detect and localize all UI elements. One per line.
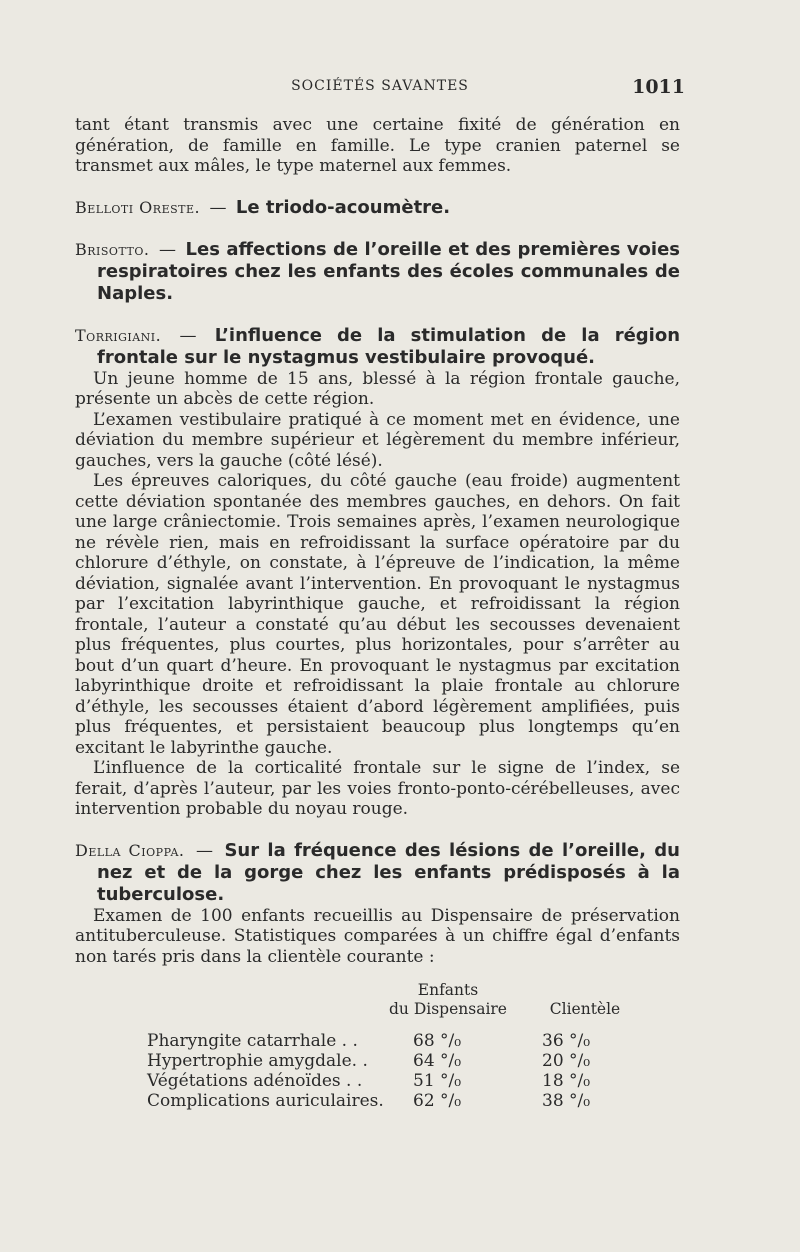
statistics-table bbox=[75, 981, 680, 1111]
entry-dash: — bbox=[209, 197, 227, 218]
row-label: Pharyngite catarrhale . . bbox=[147, 1031, 358, 1051]
body-paragraph: Un jeune homme de 15 ans, blessé à la région frontale gauche, présente un abcès de cette région. bbox=[75, 368, 680, 409]
entry-dash: — bbox=[179, 325, 197, 346]
page-header bbox=[75, 76, 685, 102]
row-label: Hypertrophie amygdale. . bbox=[147, 1051, 368, 1071]
row-label: Végétations adénoïdes . . bbox=[147, 1071, 363, 1091]
entry-torrigiani bbox=[75, 325, 680, 820]
entry-author: Brisotto. bbox=[75, 239, 150, 259]
column-header-clientele: Clientèle bbox=[549, 1000, 621, 1018]
row-label: Complications auriculaires. bbox=[147, 1091, 384, 1111]
entry-title: Le triodo-acoumètre. bbox=[235, 196, 451, 218]
entry-author: Belloti Oreste. bbox=[75, 197, 201, 217]
entry-heading bbox=[75, 239, 680, 305]
entry-heading bbox=[75, 840, 680, 906]
entry-author: Torrigiani. bbox=[75, 325, 162, 345]
value-dispensaire: 64 °/₀ bbox=[413, 1051, 462, 1071]
running-head: SOCIÉTÉS SAVANTES bbox=[291, 78, 469, 94]
table-row bbox=[147, 1091, 667, 1111]
entry-belloti bbox=[75, 197, 680, 219]
table-row bbox=[147, 1071, 667, 1091]
value-clientele: 20 °/₀ bbox=[542, 1051, 591, 1071]
value-dispensaire: 51 °/₀ bbox=[413, 1071, 462, 1091]
column-header-dispensaire bbox=[383, 981, 513, 1019]
body-paragraph: Les épreuves caloriques, du côté gauche (eau froide) augmentent cette déviation spontanée des membres gauches, en dehors. On fait une large crâniectomie. Trois semaines après, l’examen neurologique ne révèle rien, mais en refroidissant la surface opératoire par du chlorure d’éthyle, on constate, à l’épreuve de l’indication, la même déviation, signalée avant l’intervention. En provoquant le nystagmus par l’excitation labyrinthique gauche, et refroidissant la région frontale, l’auteur a constaté qu’au début les secousses devenaient plus fréquentes, plus courtes, plus horizontales, pour s’arrêter au bout d’un quart d’heure. En provoquant le nystagmus par excitation labyrinthique droite et refroidissant la plaie frontale au chlorure d’éthyle, les secousses étaient d’abord légèrement amplifiées, puis plus fréquentes, et persistaient beaucoup plus longtemps qu’en excitant le labyrinthe gauche. bbox=[75, 471, 680, 758]
value-dispensaire: 68 °/₀ bbox=[413, 1031, 462, 1051]
body-paragraph: L’influence de la corticalité frontale sur le signe de l’index, se ferait, d’après l’auteur, par les voies fronto-ponto-cérébelleuses, avec intervention probable du noyau rouge. bbox=[75, 758, 680, 819]
value-dispensaire: 62 °/₀ bbox=[413, 1091, 462, 1111]
page-body bbox=[75, 115, 680, 1111]
body-paragraph: L’examen vestibulaire pratiqué à ce moment met en évidence, une déviation du membre supérieur et légèrement du membre inférieur, gauches, vers la gauche (côté lésé). bbox=[75, 409, 680, 471]
value-clientele: 38 °/₀ bbox=[542, 1091, 591, 1111]
entry-dash: — bbox=[158, 239, 176, 260]
entry-brisotto bbox=[75, 239, 680, 305]
table-row bbox=[147, 1051, 667, 1071]
entry-heading bbox=[75, 325, 680, 369]
entry-author: Della Cioppa. bbox=[75, 840, 185, 860]
entry-dash: — bbox=[195, 840, 213, 861]
intro-paragraph: tant étant transmis avec une certaine fixité de génération en génération, de famille en famille. Le type cranien paternel se transmet aux mâles, le type maternel aux femmes. bbox=[75, 115, 680, 176]
entry-title: Sur la fréquence des lésions de l’oreille, du nez et de la gorge chez les enfants prédisposés à la tuberculose. bbox=[97, 839, 680, 905]
entry-heading bbox=[75, 197, 680, 219]
column-header-line: du Dispensaire bbox=[389, 1000, 507, 1018]
column-header-line: Enfants bbox=[417, 981, 479, 999]
table-row bbox=[147, 1031, 667, 1051]
entry-title: Les affections de l’oreille et des premières voies respiratoires chez les enfants des écoles communales de Naples. bbox=[97, 238, 681, 304]
entry-della-cioppa bbox=[75, 840, 680, 968]
body-paragraph: Examen de 100 enfants recueillis au Dispensaire de préservation antituberculeuse. Statistiques comparées à un chiffre égal d’enfants non tarés pris dans la clientèle courante : bbox=[75, 905, 680, 967]
value-clientele: 36 °/₀ bbox=[542, 1031, 591, 1051]
entry-title: L’influence de la stimulation de la région frontale sur le nystagmus vestibulaire provoqué. bbox=[97, 324, 681, 368]
page-number: 1011 bbox=[632, 76, 685, 98]
value-clientele: 18 °/₀ bbox=[542, 1071, 591, 1091]
